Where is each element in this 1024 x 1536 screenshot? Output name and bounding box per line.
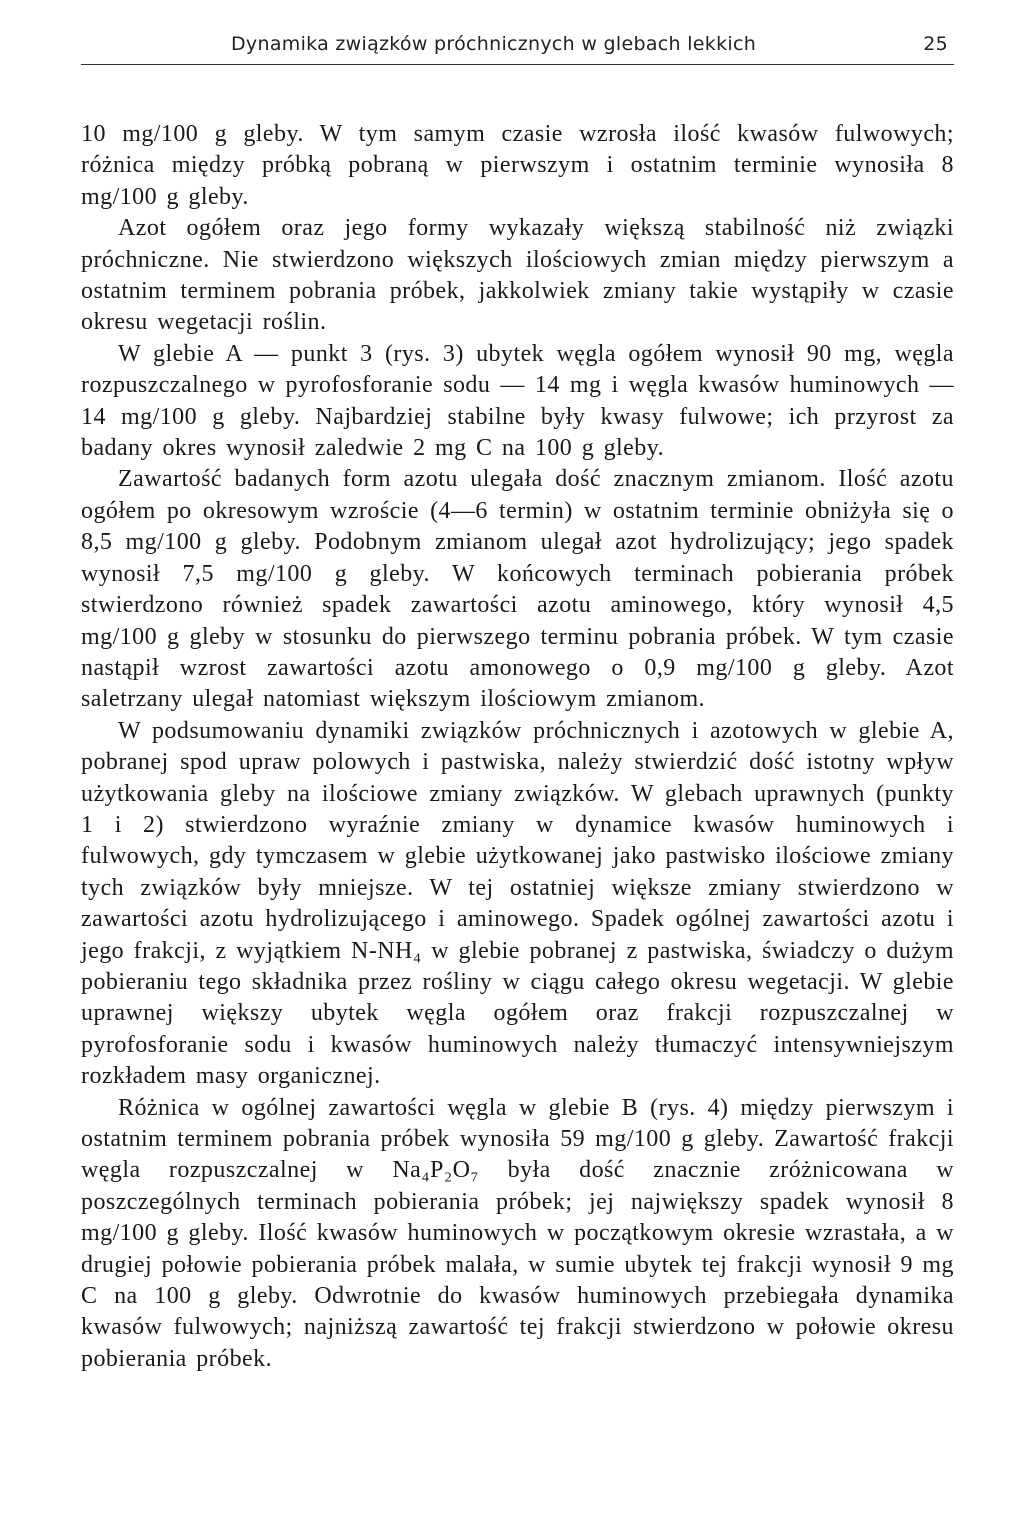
running-title: Dynamika związków próchnicznych w glebach lekkich: [231, 33, 757, 55]
paragraph-continuation: 10 mg/100 g gleby. W tym samym czasie wzrosła ilość kwasów fulwowych; różnica między próbką pobraną w pierwszym i ostatnim terminie wynosiła 8 mg/100 g gleby.: [81, 121, 954, 210]
paragraph-nitrogen-stability: Azot ogółem oraz jego formy wykazały większą stabilność niż związki próchniczne. Nie stwierdzono większych ilościowych zmian między pierwszym a ostatnim terminem pobrania próbek, jakkolwiek zmiany takie wystąpiły w czasie okresu wegetacji roślin.: [81, 215, 954, 336]
running-header: [81, 30, 954, 64]
paragraph-nitrogen-forms: Zawartość badanych form azotu ulegała dość znacznym zmianom. Ilość azotu ogółem po okresowym wzroście (4—6 termin) w ostatnim terminie obniżyła się o 8,5 mg/100 g gleby. Podobnym zmianom ulegał azot hydrolizujący; jego spadek wynosił 7,5 mg/100 g gleby. W końcowych terminach pobierania próbek stwierdzono również spadek zawartości azotu aminowego, który wynosił 4,5 mg/100 g gleby w stosunku do pierwszego terminu pobrania próbek. W tym czasie nastąpił wzrost zawartości azotu amonowego o 0,9 mg/100 g gleby. Azot saletrzany ulegał natomiast większym ilościowym zmianom.: [81, 466, 954, 713]
page-number: 25: [923, 33, 948, 55]
paragraph-summary-soil-a: W podsumowaniu dynamiki związków próchnicznych i azotowych w glebie A, pobranej spod upraw polowych i pastwiska, należy stwierdzić dość istotny wpływ użytkowania gleby na ilościowe zmiany związków. W glebach uprawnych (punkty 1 i 2) stwierdzono wyraźnie zmiany w dynamice kwasów huminowych i fulwowych, gdy tymczasem w glebie użytkowanej jako pastwisko ilościowe zmiany tych związków były mniejsze. W tej ostatniej większe zmiany stwierdzono w zawartości azotu hydrolizującego i aminowego. Spadek ogólnej zawartości azotu i jego frakcji, z wyjątkiem N-NH₄ w glebie pobranej z pastwiska, świadczy o dużym pobieraniu tego składnika przez rośliny w ciągu całego okresu wegetacji. W glebie uprawnej większy ubytek węgla ogółem oraz frakcji rozpuszczalnej w pyrofosforanie sodu i kwasów huminowych należy tłumaczyć intensywniejszym rozkładem masy organicznej.: [81, 717, 954, 1090]
book-page: [81, 30, 954, 1375]
paragraph-soil-b: Różnica w ogólnej zawartości węgla w glebie B (rys. 4) między pierwszym i ostatnim terminem pobrania próbek wynosiła 59 mg/100 g gleby. Zawartość frakcji węgla rozpuszczalnej w Na₄P₂O₇ była dość znacznie zróżnicowana w poszczególnych terminach pobierania próbek; jej największy spadek wynosił 8 mg/100 g gleby. Ilość kwasów huminowych w początkowym okresie wzrastała, a w drugiej połowie pobierania próbek malała, w sumie ubytek tej frakcji wynosił 9 mg C na 100 g gleby. Odwrotnie do kwasów huminowych przebiegała dynamika kwasów fulwowych; najniższą zawartość tej frakcji stwierdzono w połowie okresu pobierania próbek.: [81, 1094, 954, 1372]
paragraph-soil-a-point-3: W glebie A — punkt 3 (rys. 3) ubytek węgla ogółem wynosił 90 mg, węgla rozpuszczalnego w pyrofosforanie sodu — 14 mg i węgla kwasów huminowych — 14 mg/100 g gleby. Najbardziej stabilne były kwasy fulwowe; ich przyrost za badany okres wynosił zaledwie 2 mg C na 100 g gleby.: [81, 340, 954, 462]
header-rule: [81, 64, 954, 65]
body-text: [81, 119, 954, 1375]
